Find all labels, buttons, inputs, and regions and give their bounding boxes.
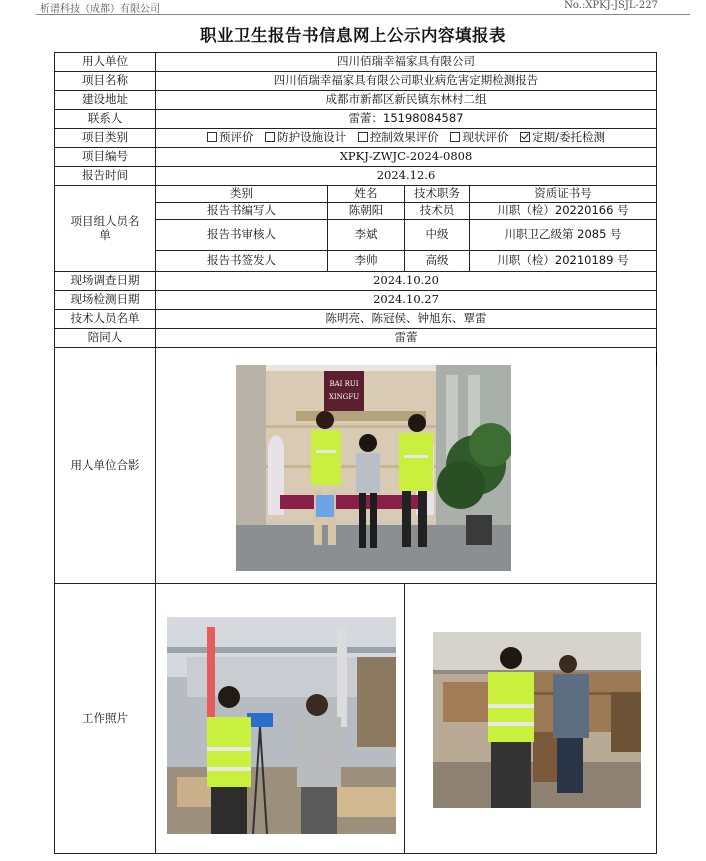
option-label: 控制效果评价 [369,130,439,145]
survey-date-label: 现场调查日期 [55,272,156,291]
option-periodic-testing[interactable] [520,130,605,144]
member-title: 技术员 [405,203,470,220]
member-cert: 川职（检）20220166 号 [470,203,657,220]
group-photo-label: 用人单位合影 [55,348,156,584]
page-title: 职业卫生报告书信息网上公示内容填报表 [200,26,506,45]
checkbox-icon[interactable] [265,132,275,142]
project-name-label: 项目名称 [55,72,156,91]
report-time-label: 报告时间 [55,167,156,186]
survey-date-value: 2024.10.20 [156,272,657,291]
brand-sign-line1: BAI RUI [329,380,359,388]
brand-sign-line2: XINGFU [328,393,360,401]
work-photos-label: 工作照片 [55,584,156,854]
test-date-value: 2024.10.27 [156,291,657,310]
member-name: 李帅 [328,251,405,272]
address-label: 建设地址 [55,91,156,110]
member-name: 陈朝阳 [328,203,405,220]
company-header: 析谱科技（成都）有限公司 [40,4,160,15]
member-title: 中级 [405,220,470,251]
project-type-options [156,129,657,148]
text-cursor [656,352,657,366]
checked-checkbox-icon[interactable] [520,132,530,142]
checkbox-icon[interactable] [207,132,217,142]
option-label: 现状评价 [462,130,509,145]
project-name-value: 四川佰瑞幸福家具有限公司职业病危害定期检测报告 [156,72,657,91]
test-date-label: 现场检测日期 [55,291,156,310]
member-cert: 川职（检）20210189 号 [470,251,657,272]
member-title: 高级 [405,251,470,272]
work-photo-1 [167,617,396,834]
member-role: 报告书签发人 [156,251,328,272]
document-number: No.:XPKJ-JSJL-227 [564,0,658,11]
member-name: 李斌 [328,220,405,251]
work-photo-2 [433,632,641,808]
option-label: 防护设施设计 [277,130,347,145]
header-divider [36,14,690,15]
option-control-effect[interactable] [358,130,439,144]
technicians-value: 陈明亮、陈冠侯、钟旭东、覃雷 [156,310,657,329]
team-header-role: 类别 [156,186,328,203]
team-header-cert: 资质证书号 [470,186,657,203]
project-no-label: 项目编号 [55,148,156,167]
checkbox-icon[interactable] [450,132,460,142]
group-photo [236,365,511,571]
technicians-label: 技术人员名单 [55,310,156,329]
member-cert: 川职卫乙级第 2085 号 [470,220,657,251]
checkbox-icon[interactable] [358,132,368,142]
employer-label: 用人单位 [55,53,156,72]
project-no-value: XPKJ-ZWJC-2024-0808 [156,148,657,167]
brand-sign [324,371,364,411]
member-role: 报告书编写人 [156,203,328,220]
employer-value: 四川佰瑞幸福家具有限公司 [156,53,657,72]
member-role: 报告书审核人 [156,220,328,251]
option-label: 定期/委托检测 [532,130,605,145]
escort-label: 陪同人 [55,329,156,348]
report-time-value: 2024.12.6 [156,167,657,186]
project-type-label: 项目类别 [55,129,156,148]
option-label: 预评价 [219,130,254,145]
option-protection-design[interactable] [265,130,346,144]
option-status-evaluation[interactable] [450,130,508,144]
team-header-name: 姓名 [328,186,405,203]
option-pre-evaluation[interactable] [207,130,254,144]
escort-value: 雷蕾 [156,329,657,348]
contact-label: 联系人 [55,110,156,129]
team-header-title: 技术职务 [405,186,470,203]
contact-value: 雷蕾：15198084587 [156,110,657,129]
team-label: 项目组人员名单 [55,186,156,272]
address-value: 成都市新都区新民镇东林村二组 [156,91,657,110]
